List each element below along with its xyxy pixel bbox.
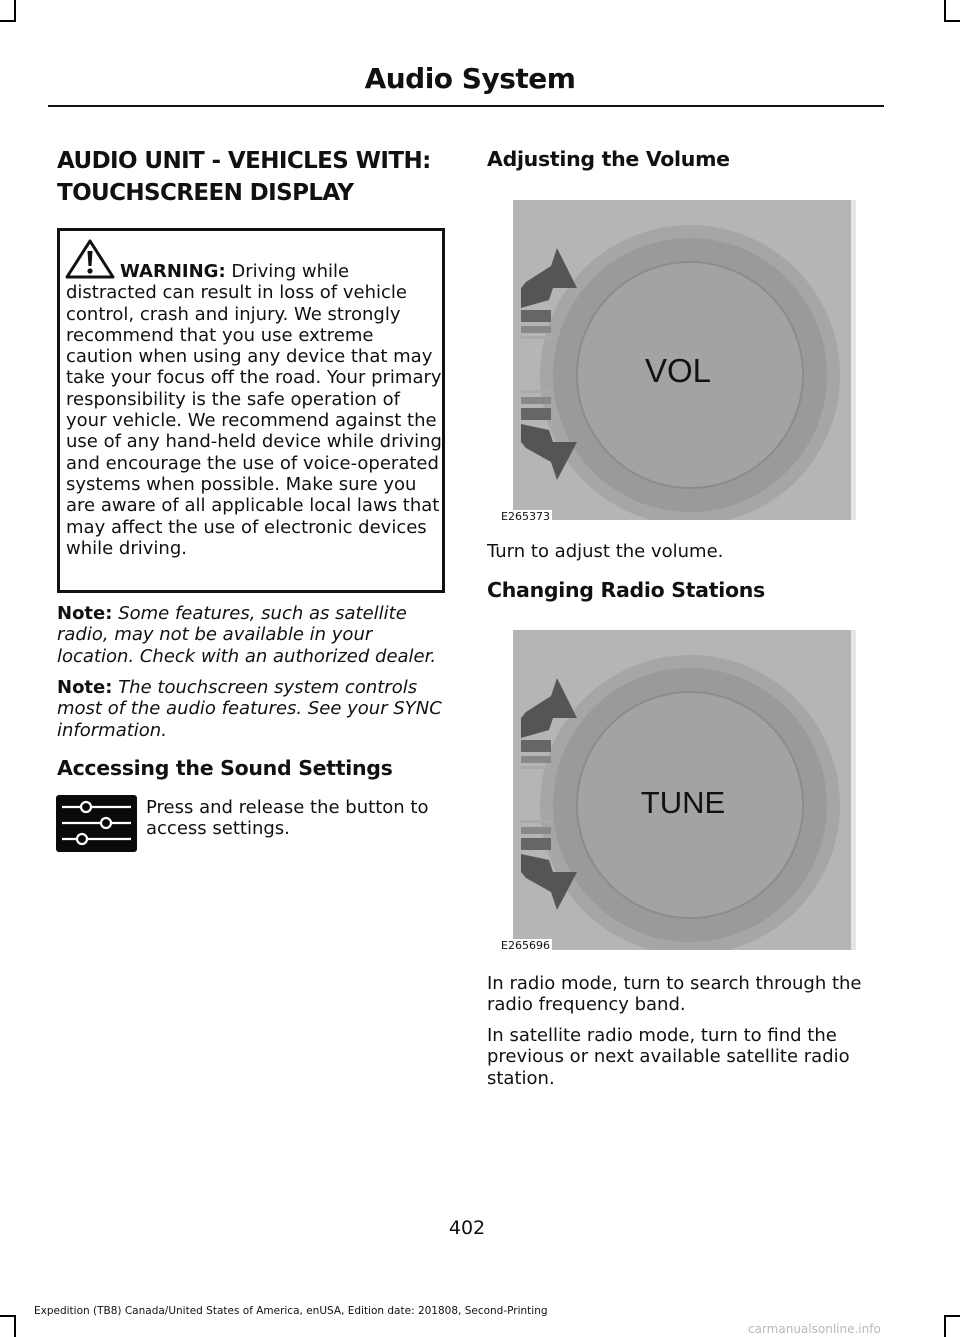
figure-id: E265373 (501, 510, 550, 523)
note-label: Note: (57, 603, 113, 624)
figure-id: E265696 (501, 939, 550, 952)
tune-knob-label: TUNE (640, 785, 726, 820)
warning-box (57, 228, 445, 593)
note-text: The touchscreen system controls most of the audio features. See your SYNC information. (57, 677, 442, 741)
tune-figure (513, 630, 856, 950)
radio-text: In radio mode, turn to search through the radio frequency band. (487, 973, 862, 1016)
footer-text: Expedition (TB8) Canada/United States of America, enUSA, Edition date: 201808, Second-Printing (34, 1305, 548, 1317)
crop-mark (0, 1315, 16, 1317)
section-heading-line2: TOUCHSCREEN DISPLAY (57, 180, 354, 206)
note-label: Note: (57, 677, 113, 698)
note-paragraph (57, 603, 449, 667)
header-divider (48, 105, 884, 107)
note-paragraph (57, 677, 449, 741)
volume-heading: Adjusting the Volume (487, 147, 730, 171)
radio-text: In satellite radio mode, turn to find the previous or next available satellite radio station. (487, 1025, 850, 1089)
warning-label: WARNING: (120, 261, 226, 282)
sound-settings-heading: Accessing the Sound Settings (57, 756, 393, 780)
crop-mark (14, 1315, 16, 1337)
page-number: 402 (448, 1217, 486, 1239)
warning-text: Driving while distracted can result in loss of vehicle control, crash and injury. We strongly recommend that you use extreme caution when using any device that may take your focus off the road. Your primary responsibility is the safe operation of your vehicle. We recommend against the use of any hand-held device while driving and encourage the use of voice-operated systems when possible. Make sure you are aware of all applicable local laws that may affect the use of electronic devices while driving. (66, 261, 442, 559)
sliders-icon (56, 795, 137, 852)
warning-paragraph (66, 261, 442, 559)
crop-mark (944, 1315, 960, 1317)
crop-mark (944, 20, 960, 22)
volume-text: Turn to adjust the volume. (487, 541, 724, 562)
crop-mark (0, 20, 16, 22)
volume-figure (513, 200, 856, 520)
radio-heading: Changing Radio Stations (487, 578, 765, 602)
sound-settings-text: Press and release the button to access settings. (146, 797, 429, 840)
crop-mark (14, 0, 16, 22)
note-text: Some features, such as satellite radio, may not be available in your location. Check with an authorized dealer. (57, 603, 437, 667)
watermark: carmanualsonline.info (748, 1322, 881, 1336)
vol-knob-label: VOL (644, 352, 712, 389)
page-title: Audio System (364, 62, 576, 95)
crop-mark (944, 0, 946, 22)
crop-mark (944, 1315, 946, 1337)
section-heading-line1: AUDIO UNIT - VEHICLES WITH: (57, 148, 431, 174)
